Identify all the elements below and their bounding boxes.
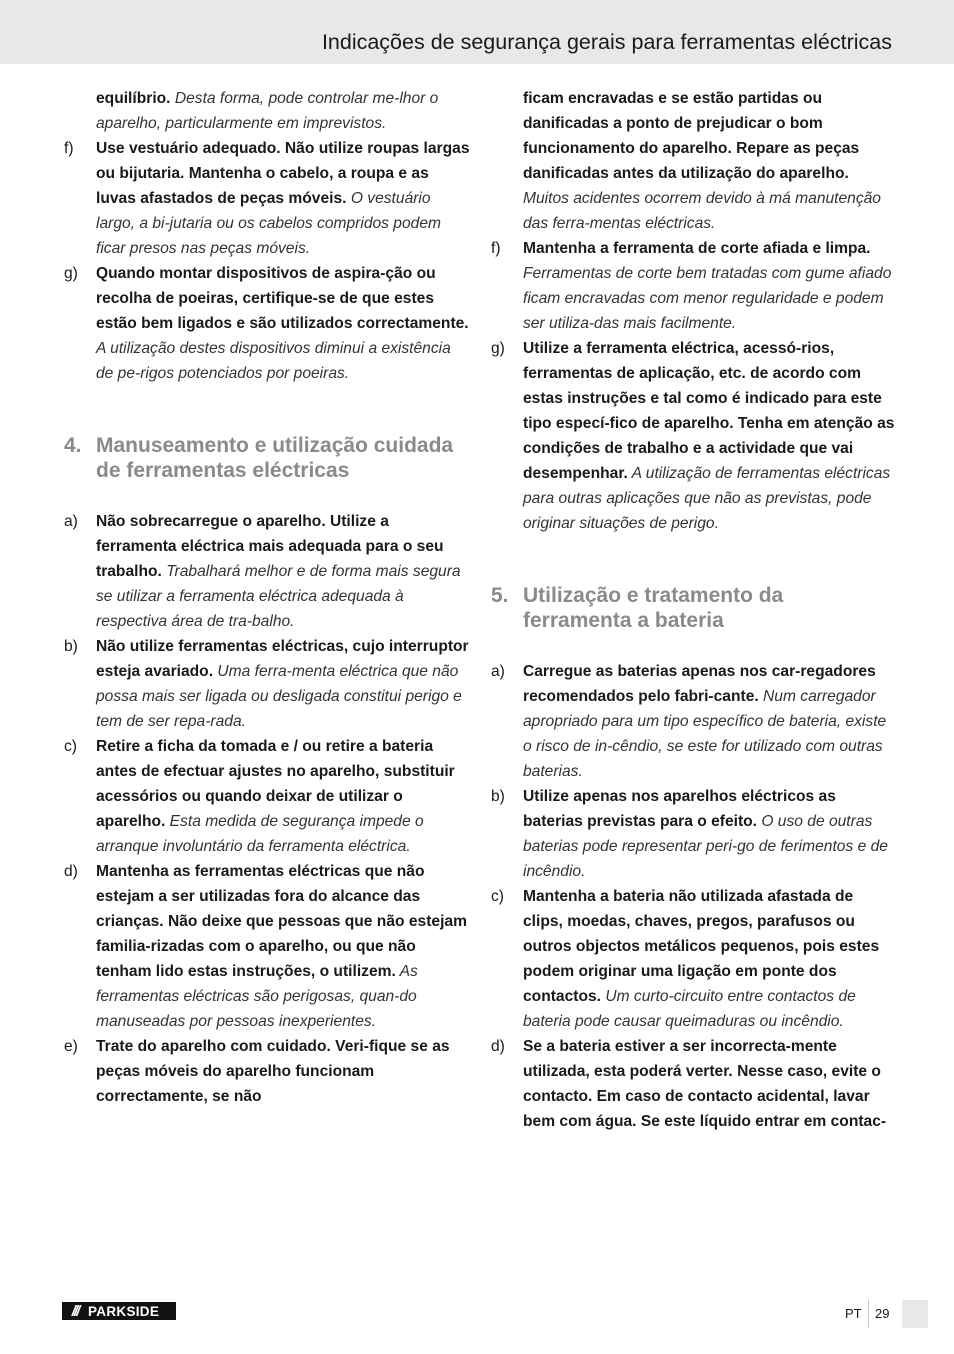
list-marker: b): [64, 638, 78, 655]
footer-tab: [902, 1300, 928, 1328]
item-italic-text: As ferramentas eléctricas são perigosas, quan-do manuseadas por pessoas inexperientes.: [96, 963, 418, 1030]
item-bold-text: Utilize apenas nos aparelhos eléctricos as baterias previstas para o efeito.: [523, 788, 836, 830]
left-intro-bold: equilíbrio.: [96, 90, 171, 107]
logo-slashes: ///: [71, 1302, 79, 1320]
list-marker: f): [64, 140, 74, 157]
section-title: Manuseamento e utilização cuidada de ferramentas eléctricas: [96, 434, 454, 482]
left-intro-italic: Desta forma, pode controlar me-lhor o aparelho, particularmente em imprevistos.: [96, 90, 439, 132]
list-item-d: [64, 859, 472, 1034]
section-number: 5.: [491, 584, 509, 607]
list-item-f: [491, 236, 895, 336]
item-italic-text: Ferramentas de corte bem tratadas com gume afiado ficam encravadas com menor regularidade e podem ser utiliza-das mais facilmente.: [523, 265, 892, 332]
left-column: [64, 86, 472, 1109]
language-code: PT: [845, 1306, 862, 1321]
right-intro-bold: ficam encravadas e se estão partidas ou danificadas a ponto de prejudicar o bom funcionamento do aparelho. Repare as peças danificadas antes da utilização do aparelho.: [523, 90, 860, 182]
list-item-c: [64, 734, 472, 859]
list-item-g: [491, 336, 895, 536]
parkside-logo: [62, 1302, 176, 1320]
list-marker: d): [491, 1038, 505, 1055]
section-heading-4: [64, 433, 472, 483]
item-bold-text: Use vestuário adequado. Não utilize roupas largas ou bijutaria. Mantenha o cabelo, a roupa e as luvas afastados de peças móveis.: [96, 140, 470, 207]
item-bold-text: Não sobrecarregue o aparelho. Utilize a ferramenta eléctrica mais adequada para o seu trabalho.: [96, 513, 444, 580]
list-marker: a): [64, 513, 78, 530]
list-item-d: [491, 1034, 895, 1134]
item-italic-text: Um curto-circuito entre contactos de bateria pode causar queimaduras ou incêndio.: [523, 988, 856, 1030]
list-marker: e): [64, 1038, 78, 1055]
list-marker: d): [64, 863, 78, 880]
list-item-b: [64, 634, 472, 734]
list-marker: g): [64, 265, 78, 282]
item-italic-text: O uso de outras baterias pode representar peri-go de ferimentos e de incêndio.: [523, 813, 888, 880]
item-bold-text: Se a bateria estiver a ser incorrecta-mente utilizada, esta poderá verter. Nesse caso, evite o contacto. Em caso de contacto acidental, lavar bem com água. Se este líquido entrar em contac-: [523, 1038, 887, 1130]
item-italic-text: A utilização de ferramentas eléctricas para outras aplicações que não as previstas, pode originar situações de perigo.: [523, 465, 891, 532]
list-item-c: [491, 884, 895, 1034]
list-item-b: [491, 784, 895, 884]
item-italic-text: Trabalhará melhor e de forma mais segura se utilizar a ferramenta eléctrica adequada à respectiva área de tra-balho.: [96, 563, 461, 630]
item-bold-text: Utilize a ferramenta eléctrica, acessó-rios, ferramentas de aplicação, etc. de acordo com estas instruções e tal como é indicado para este tipo especí-fico de aparelho. Tenha em atenção as condições de trabalho e a actividade que vai desempenhar.: [523, 340, 895, 482]
item-italic-text: Uma ferra-menta eléctrica que não possa mais ser ligada ou desligada constitui perigo e tem de ser repa-rada.: [96, 663, 462, 730]
item-bold-text: Mantenha as ferramentas eléctricas que não estejam a ser utilizadas fora do alcance das crianças. Não deixe que pessoas que não estejam familia-rizadas com o aparelho, ou que não tenham lido estas instruções, o utilizem.: [96, 863, 467, 980]
item-bold-text: Quando montar dispositivos de aspira-ção ou recolha de poeiras, certifique-se de que estes estão bem ligados e são utilizados correctamente.: [96, 265, 469, 332]
item-italic-text: A utilização destes dispositivos diminui a existência de pe-rigos potenciados por poeiras.: [96, 340, 451, 382]
right-intro-paragraph: [523, 86, 895, 236]
item-italic-text: Esta medida de segurança impede o arranque involuntário da ferramenta eléctrica.: [96, 813, 424, 855]
page-header-title: Indicações de segurança gerais para ferramentas eléctricas: [321, 30, 892, 54]
right-intro-italic: Muitos acidentes ocorrem devido à má manutenção das ferra-mentas eléctricas.: [523, 190, 881, 232]
item-bold-text: Mantenha a ferramenta de corte afiada e limpa.: [523, 240, 871, 257]
list-marker: g): [491, 340, 505, 357]
list-marker: c): [64, 738, 77, 755]
item-bold-text: Carregue as baterias apenas nos car-regadores recomendados pelo fabri-cante.: [523, 663, 876, 705]
item-bold-text: Retire a ficha da tomada e / ou retire a bateria antes de efectuar ajustes no aparelho, substituir acessórios ou quando deixar de utilizar o aparelho.: [96, 738, 455, 830]
section-heading-5: [491, 583, 895, 633]
list-marker: a): [491, 663, 505, 680]
item-bold-text: Mantenha a bateria não utilizada afastada de clips, moedas, chaves, pregos, parafusos ou outros objectos metálicos pequenos, pois estes podem originar uma ligação em ponte dos contactos.: [523, 888, 880, 1005]
logo-text: PARKSIDE: [88, 1303, 160, 1319]
item-italic-text: Num carregador apropriado para um tipo específico de bateria, existe o risco de in-cêndio, se este for utilizado com outras baterias.: [523, 688, 887, 780]
right-column: [491, 86, 895, 1134]
list-item-e: [64, 1034, 472, 1109]
page-number: 29: [875, 1306, 890, 1321]
item-bold-text: Trate do aparelho com cuidado. Veri-fique se as peças móveis do aparelho funcionam correctamente, se não: [96, 1038, 450, 1105]
section-number: 4.: [64, 434, 82, 457]
item-bold-text: Não utilize ferramentas eléctricas, cujo interruptor esteja avariado.: [96, 638, 469, 680]
list-item-a: [491, 659, 895, 784]
list-marker: f): [491, 240, 501, 257]
left-intro-paragraph: [96, 86, 472, 136]
footer-divider: [868, 1300, 869, 1328]
list-marker: c): [491, 888, 504, 905]
item-italic-text: O vestuário largo, a bi-jutaria ou os cabelos compridos podem ficar presos nas peças móveis.: [96, 190, 441, 257]
list-marker: b): [491, 788, 505, 805]
list-item-a: [64, 509, 472, 634]
section-title: Utilização e tratamento da ferramenta a bateria: [523, 584, 784, 632]
list-item-f: [64, 136, 472, 261]
list-item-g: [64, 261, 472, 386]
